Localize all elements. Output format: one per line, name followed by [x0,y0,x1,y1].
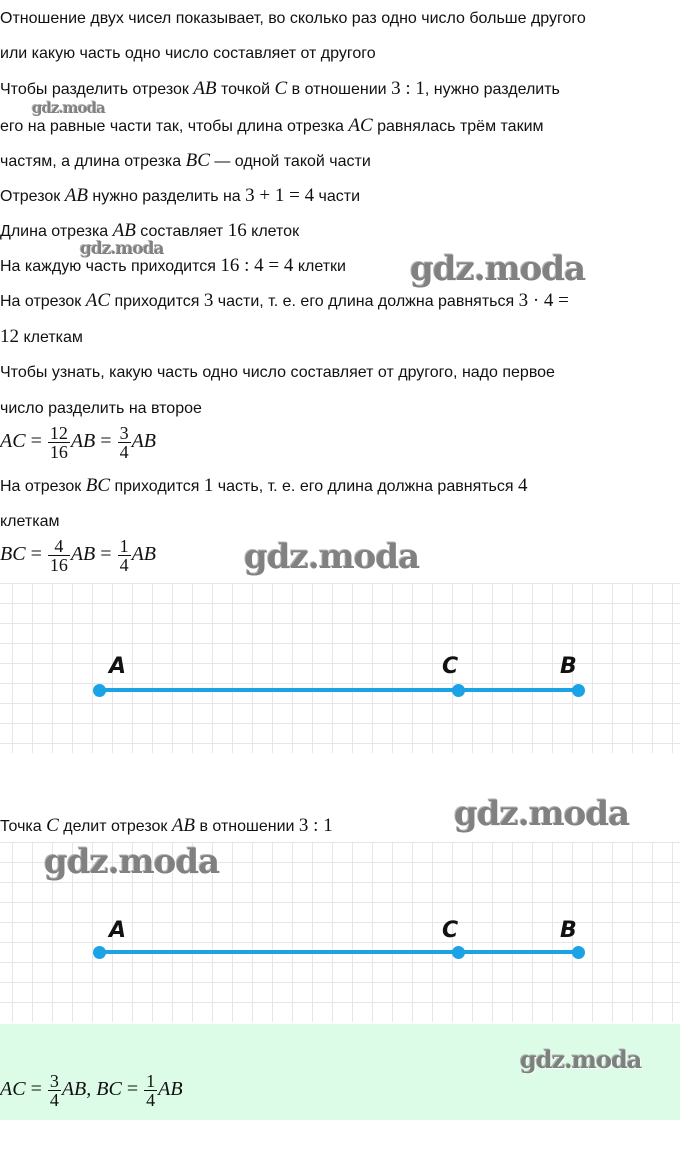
text-line-15: Точка C делит отрезок AB в отношении 3 : 1 [0,815,333,836]
text-line-12: число разделить на второе [0,400,202,417]
text-line-3: Чтобы разделить отрезок AB точкой C в отношении 3 : 1, нужно разделить [0,78,560,99]
text-line-7: Длина отрезка AB составляет 16 клеток [0,220,300,241]
watermark-1: gdz.moda [32,99,105,117]
label-a: A [109,654,127,679]
point-b [572,684,585,697]
text-line-13: На отрезок BC приходится 1 часть, т. е. его длина должна равняться 4 [0,475,528,496]
text-line-4: его на равные части так, чтобы длина отрезка AC равнялась трём таким [0,115,544,136]
grid-figure-1 [0,583,680,753]
watermark-3: gdz.moda [410,249,586,289]
text-line-14: клеткам [0,513,60,530]
watermark-7: gdz.moda [520,1045,642,1074]
point-c [452,684,465,697]
text-line-10: 12 клеткам [0,326,83,347]
label-c: C [442,654,459,679]
text-line-5: частям, а длина отрезка BC — одной такой части [0,150,371,171]
equation-ac: AC = $\frac{12}{16}$ AB = $\frac{3}{4}$ AB [0,423,156,462]
segment-ab-2 [100,950,579,954]
point-a [93,684,106,697]
equation-bc: BC = $\frac{4}{16}$ AB = $\frac{1}{4}$ AB [0,536,156,575]
watermark-6: gdz.moda [44,842,220,882]
text-line-8: На каждую часть приходится 16 : 4 = 4 клетки [0,255,346,276]
watermark-2: gdz.moda [80,239,164,259]
point-c-2 [452,946,465,959]
text-line-9: На отрезок AC приходится 3 части, т. е. его длина должна равняться 3 · 4 = [0,290,569,311]
segment-ab [100,688,579,692]
label-b-2: B [560,918,577,943]
answer-equation: AC = $\frac{3}{4}$ AB, BC = $\frac{1}{4}$ AB [0,1071,183,1110]
point-a-2 [93,946,106,959]
watermark-5: gdz.moda [454,794,630,834]
label-a-2: A [109,918,127,943]
label-b: B [560,654,577,679]
text-line-2: или какую часть одно число составляет от другого [0,45,376,62]
text-line-1: Отношение двух чисел показывает, во сколько раз одно число больше другого [0,10,586,27]
watermark-4: gdz.moda [244,537,420,577]
text-line-6: Отрезок AB нужно разделить на 3 + 1 = 4 части [0,185,361,206]
label-c-2: C [442,918,459,943]
point-b-2 [572,946,585,959]
text-line-11: Чтобы узнать, какую часть одно число составляет от другого, надо первое [0,364,555,381]
